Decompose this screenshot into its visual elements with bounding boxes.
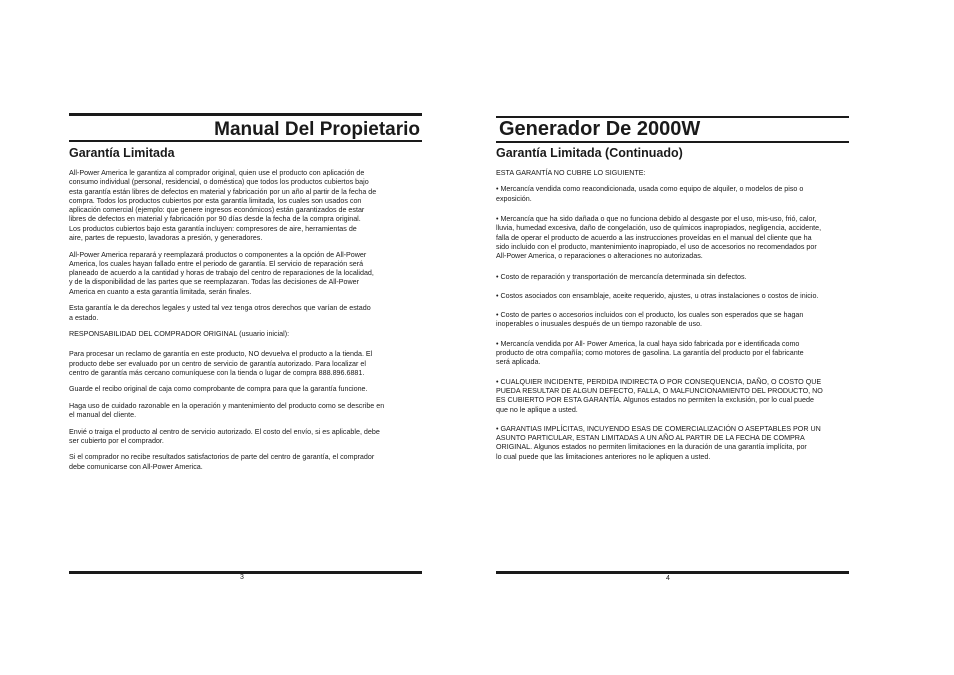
paragraph: • GARANTIAS IMPLÍCITAS, INCUYENDO ESAS DE COMERCIALIZACIÓN O ASEPTABLES POR UN ASUNTO PARTICULAR, ESTAN LIMITADAS A UN AÑO AL PARTIR DE LA FECHA DE COMPRA ORIGINAL. Algunos estados no permiten limitaciones en la duración de una garantía implícita, por lo cual puede que las limitaciones anteriores no le apliquen a usted.: [496, 424, 821, 461]
footer-rule: [496, 571, 849, 574]
paragraph: • Costo de partes o accesorios incluidos con el producto, los cuales son esperados que se hagan inoperables o inusuales después de un tiempo razonable de uso.: [496, 311, 804, 329]
left-page: [69, 0, 422, 675]
header-underline: [69, 140, 422, 142]
paragraph: • Costos asociados con ensamblaje, aceite requerido, ajustes, u otras instalaciones o costos de inicio.: [496, 291, 819, 300]
section-heading: Garantía Limitada: [69, 146, 175, 160]
paragraph: Envié o traiga el producto al centro de servicio autorizado. El costo del envío, si es aplicable, debe ser cubierto por el comprador.: [69, 427, 380, 445]
warranty-body: [69, 169, 422, 479]
paragraph: Guarde el recibo original de caja como comprobante de compra para que la garantía funcione.: [69, 385, 368, 394]
paragraph: RESPONSABILIDAD DEL COMPRADOR ORIGINAL (usuario inicial):: [69, 330, 290, 339]
paragraph: All-Power America reparará y reemplazará productos o componentes a la opción de All-Power America, los cuales hayan fallado entre el periodo de garantía. El servicio de reparación será planeado de acuerdo a la cantidad y horas de trabajo del centro de reparaciones de la localidad, y de la disponibilidad de las partes que se reemplazaran. Todas las decisiones de All-Power America en cuanto a esta garantía limitada, serán finales.: [69, 250, 374, 296]
paragraph: All-Power America le garantiza al comprador original, quien use el producto con aplicación de consumo individual (personal, residencial, o doméstica) que todos los productos cubiertos bajo esta garantía están libres de defectos en material y fabricación por un año al partir de la fecha de compra. Todos los productos cubiertos por esta garantía limitada, los cuales son usados con aplicación comercial (ejemplo: que genere ingresos económicos) están garantizados de estar libres de defectos en material y fabricación por 90 días desde la fecha de la compra original. Los productos cubiertos bajo esta garantía incluyen: compresores de aire, herramientas de aire, partes de repuesto, lavadoras a presión, y generadores.: [69, 169, 377, 243]
section-heading: Garantía Limitada (Continuado): [496, 146, 683, 160]
paragraph: ESTA GARANTÍA NO CUBRE LO SIGUIENTE:: [496, 169, 646, 177]
paragraph: Esta garantía le da derechos legales y usted tal vez tenga otros derechos que varían de estado a estado.: [69, 304, 371, 322]
header-title: Generador De 2000W: [499, 118, 701, 140]
page-number: 4: [666, 575, 670, 582]
paragraph: • Costo de reparación y transportación de mercancía determinada sin defectos.: [496, 272, 747, 281]
paragraph: • Mercancía vendida como reacondicionada, usada como equipo de alquiler, o modelos de piso o exposición.: [496, 185, 804, 203]
paragraph: • CUALQUIER INCIDENTE, PERDIDA INDIRECTA O POR CONSEQUENCIA, DAÑO, O COSTO QUE PUEDA RESULTAR DE ALGUN DEFECTO, FALLA, O MALFUNCIONAMIENTO DEL PRODUCTO, NO ES CUBIERTO POR ESTA GARANTÍA. Algunos estados no permiten la exclusión, por lo cual puede que no le aplique a usted.: [496, 377, 823, 414]
paragraph: Si el comprador no recibe resultados satisfactorios de parte del centro de garantía, el comprador debe comunicarse con All-Power America.: [69, 453, 375, 471]
paragraph: • Mercancía vendida por All- Power America, la cual haya sido fabricada por e identificada como producto de otra compañía; como motores de gasolina. La garantía del producto por el fabricante será aplicada.: [496, 339, 804, 367]
page-number: 3: [240, 574, 244, 581]
header-underline: [496, 141, 849, 143]
right-page: [496, 0, 849, 675]
footer-rule: [69, 571, 422, 574]
paragraph: Para procesar un reclamo de garantía en este producto, NO devuelva el producto a la tienda. El producto debe ser evaluado por un centro de servicio de garantía autorizado. Para localizar el centro de garantía más cercano comuníquese con la tienda o lugar de compra 888.896.6881.: [69, 350, 373, 377]
paragraph: Haga uso de cuidado razonable en la operación y mantenimiento del producto como se describe en el manual del cliente.: [69, 401, 385, 420]
warranty-exclusions-body: [496, 169, 849, 469]
paragraph: • Mercancía que ha sido dañada o que no funciona debido al desgaste por el uso, mis-uso, frió, calor, lluvia, humedad excesiva, daño de congelación, uso de químicos inapropiados, negligencia, accidente, falla de operar el producto de acuerdo a las instrucciones proveídas en el manual del cliente que ha sido incluido con el producto, mantenimiento inapropiado, el uso de accesorios no recomendados por All-Power America, o reparaciones o alteraciones no autorizadas.: [496, 215, 822, 261]
header-title: Manual Del Propietario: [214, 119, 420, 140]
header-rule: [69, 113, 422, 116]
